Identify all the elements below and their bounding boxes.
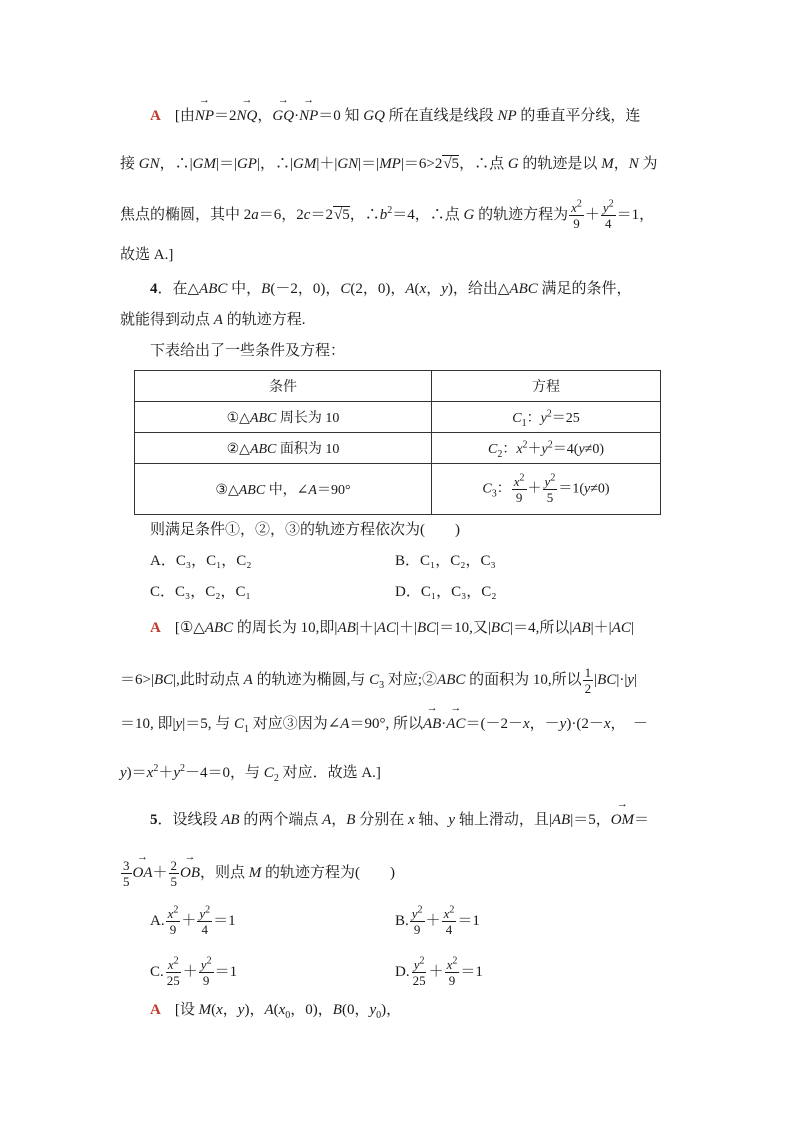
q4-option-a: A．C₃，C₁，C₂ <box>150 553 252 569</box>
q4-stem-line2: 就能得到动点 A 的轨迹方程. <box>120 312 306 328</box>
answer-mark: A <box>150 108 161 124</box>
table-row <box>135 433 661 464</box>
table-cell: ①△ABC 周长为 10 <box>135 402 432 433</box>
table-cell: ②△ABC 面积为 10 <box>135 433 432 464</box>
q4-option-c: C．C₃，C₂，C₁ <box>150 584 251 600</box>
answer-p1-line1 <box>150 106 640 126</box>
table-header-row <box>135 371 661 402</box>
table-row <box>135 464 661 515</box>
table-header: 条件 <box>135 371 432 402</box>
q5-stem-line2: $\frac{3}{5}$ → OA＋ $\frac{2}{5}$ → OB，则点 M 的轨迹方程为( ) <box>120 858 395 889</box>
q4-solution-line3: ＝10, 即|y|＝5, 与 $C_1$ 对应③因为∠A＝90°, 所以→ AB·→ AC＝(－2－x，－y)·(2－x， － <box>120 714 648 734</box>
conditions-table <box>134 370 661 515</box>
answer-mark: A <box>150 1002 161 1018</box>
table-header: 方程 <box>432 371 661 402</box>
solution-text: [由→ NP＝2→ NQ，→ GQ·→ NP＝0 知 GQ 所在直线是线段 NP 的垂直平分线，连 <box>175 108 641 124</box>
q4-option-b: B．C₁，C₂，C₃ <box>395 553 496 569</box>
table-cell: $C_2$：$x^2+y^2=4(y\ne 0)$ <box>432 433 661 464</box>
table-cell: $C_1$：$y^2=25$ <box>432 402 661 433</box>
q4-stem-line1: 4．在△ABC 中，B(－2，0)，C(2，0)，A(x，y)，给出△ABC 满足的条件， <box>150 281 632 297</box>
q5-option-b: B. $\frac{y^2}{9}$ ＋ $\frac{x^2}{4}$ ＝1 <box>395 904 480 937</box>
q4-solution-line4: $y)=x^2+y^2-4=0$，与 $C_2$ 对应．故选 A.] <box>120 763 381 784</box>
q4-option-d: D．C₁，C₃，C₂ <box>395 584 497 600</box>
table-cell: $C_3$： $\frac{x^2}{9}$ ＋ $\frac{y^2}{5}$ ＝1(y≠0) <box>432 464 661 515</box>
table-cell: ③△ABC 中，∠A＝90° <box>135 464 432 515</box>
answer-mark: A <box>150 620 161 636</box>
answer-p1-line4: 故选 A.] <box>120 247 174 263</box>
q4-solution-line1: A [①△ABC 的周长为 10,即|AB|＋|AC|＋|BC|＝10,又|BC|＝4,所以|AB|＋|AC| <box>150 620 634 636</box>
table-row <box>135 402 661 433</box>
q5-option-c: C. $\frac{x^2}{25}$ ＋ $\frac{y^2}{9}$ ＝1 <box>150 955 238 988</box>
q5-stem-line1: 5．设线段 AB 的两个端点 A，B 分别在 x 轴、y 轴上滑动，且|AB|＝5，→ OM＝ <box>150 810 649 830</box>
q5-option-a: A. $\frac{x^2}{9}$ ＋ $\frac{y^2}{4}$ ＝1 <box>150 904 236 937</box>
answer-p1-line3: 焦点的椭圆，其中 2a＝6，2c＝2√5，$\therefore b^2=4$，∴点 G 的轨迹方程为 $\frac{x^2}{9}$ ＋ $\frac{y^2}{4}$ ＝1， <box>120 198 655 231</box>
q4-question: 则满足条件①，②，③的轨迹方程依次为( ) <box>150 522 460 538</box>
q4-intro: 下表给出了一些条件及方程： <box>150 343 346 359</box>
q5-solution-line1: A [设 M(x，y)，$A(x_0$，0)，B(0，$y_0$)， <box>150 1002 402 1021</box>
q5-option-d: D. $\frac{y^2}{25}$ ＋ $\frac{x^2}{9}$ ＝1 <box>395 955 483 988</box>
answer-p1-line2: 接 GN，∴|GM|＝|GP|，∴|GM|＋|GN|＝|MP|＝6>2√5，∴点 G 的轨迹是以 M，N 为 <box>120 156 658 172</box>
q4-solution-line2: ＝6>|BC|,此时动点 A 的轨迹为椭圆,与 $C_3$ 对应;②ABC 的面积为 10,所以 $\frac{1}{2}$ |BC|·|y| <box>120 665 638 696</box>
